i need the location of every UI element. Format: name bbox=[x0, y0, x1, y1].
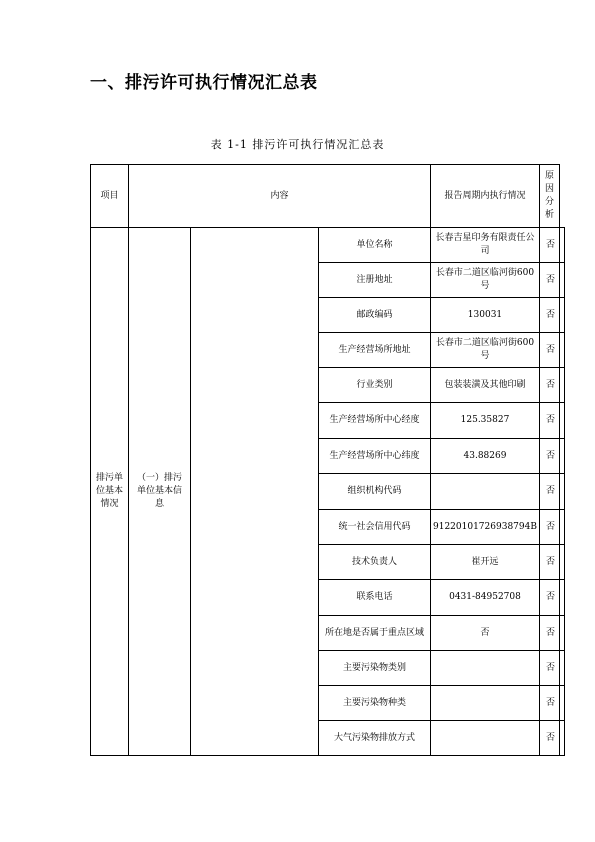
header-report-status: 报告周期内执行情况 bbox=[431, 165, 540, 228]
reason-cell bbox=[559, 651, 564, 686]
status-cell: 否 bbox=[539, 368, 559, 403]
item-cell: 统一社会信用代码 bbox=[319, 510, 431, 545]
reason-cell bbox=[559, 263, 564, 298]
header-content: 内容 bbox=[129, 165, 431, 228]
status-cell: 否 bbox=[539, 228, 559, 263]
value-cell: 0431-84952708 bbox=[431, 580, 540, 616]
header-reason: 原因分析 bbox=[539, 165, 559, 228]
status-cell: 否 bbox=[539, 263, 559, 298]
reason-cell bbox=[559, 403, 564, 439]
category-cell: 排污单位基本情况 bbox=[91, 228, 129, 756]
item-cell: 主要污染物种类 bbox=[319, 686, 431, 721]
item-cell: 单位名称 bbox=[319, 228, 431, 263]
value-cell: 长春市二道区临河街600号 bbox=[431, 263, 540, 298]
subcategory-cell: （一）排污单位基本信息 bbox=[129, 228, 191, 756]
item-cell: 组织机构代码 bbox=[319, 474, 431, 510]
value-cell: 长春市二道区临河街600号 bbox=[431, 333, 540, 368]
value-cell bbox=[431, 686, 540, 721]
value-cell: 长春吉星印务有限责任公司 bbox=[431, 228, 540, 263]
value-cell: 包装装潢及其他印刷 bbox=[431, 368, 540, 403]
value-cell bbox=[431, 651, 540, 686]
status-cell: 否 bbox=[539, 616, 559, 651]
reason-cell bbox=[559, 721, 564, 756]
reason-cell bbox=[559, 616, 564, 651]
status-cell: 否 bbox=[539, 298, 559, 333]
reason-cell bbox=[559, 510, 564, 545]
reason-cell bbox=[559, 686, 564, 721]
reason-cell bbox=[559, 368, 564, 403]
status-cell: 否 bbox=[539, 474, 559, 510]
reason-cell bbox=[559, 474, 564, 510]
reason-cell bbox=[559, 439, 564, 474]
value-cell: 125.35827 bbox=[431, 403, 540, 439]
status-cell: 否 bbox=[539, 651, 559, 686]
item-cell: 所在地是否属于重点区域 bbox=[319, 616, 431, 651]
item-cell: 生产经营场所中心纬度 bbox=[319, 439, 431, 474]
permit-summary-table bbox=[90, 164, 565, 756]
status-cell: 否 bbox=[539, 439, 559, 474]
table-caption: 表 1-1 排污许可执行情况汇总表 bbox=[210, 138, 385, 151]
value-cell: 否 bbox=[431, 616, 540, 651]
reason-cell bbox=[559, 298, 564, 333]
item-cell: 邮政编码 bbox=[319, 298, 431, 333]
status-cell: 否 bbox=[539, 580, 559, 616]
header-row bbox=[91, 165, 565, 228]
header-project: 项目 bbox=[91, 165, 129, 228]
item-cell: 生产经营场所中心经度 bbox=[319, 403, 431, 439]
item-cell: 行业类别 bbox=[319, 368, 431, 403]
status-cell: 否 bbox=[539, 545, 559, 580]
status-cell: 否 bbox=[539, 510, 559, 545]
item-cell: 技术负责人 bbox=[319, 545, 431, 580]
status-cell: 否 bbox=[539, 721, 559, 756]
value-cell: 崔开远 bbox=[431, 545, 540, 580]
value-cell: 43.88269 bbox=[431, 439, 540, 474]
value-cell bbox=[431, 721, 540, 756]
value-cell bbox=[431, 474, 540, 510]
status-cell: 否 bbox=[539, 403, 559, 439]
status-cell: 否 bbox=[539, 686, 559, 721]
item-cell: 大气污染物排放方式 bbox=[319, 721, 431, 756]
spacer-cell bbox=[191, 228, 319, 756]
reason-cell bbox=[559, 545, 564, 580]
item-cell: 注册地址 bbox=[319, 263, 431, 298]
value-cell: 91220101726938794B bbox=[431, 510, 540, 545]
table-row bbox=[91, 228, 565, 263]
status-cell: 否 bbox=[539, 333, 559, 368]
item-cell: 生产经营场所地址 bbox=[319, 333, 431, 368]
reason-cell bbox=[559, 333, 564, 368]
section-heading: 一、排污许可执行情况汇总表 bbox=[90, 73, 318, 93]
value-cell: 130031 bbox=[431, 298, 540, 333]
item-cell: 联系电话 bbox=[319, 580, 431, 616]
reason-cell bbox=[559, 228, 564, 263]
item-cell: 主要污染物类别 bbox=[319, 651, 431, 686]
reason-cell bbox=[559, 580, 564, 616]
